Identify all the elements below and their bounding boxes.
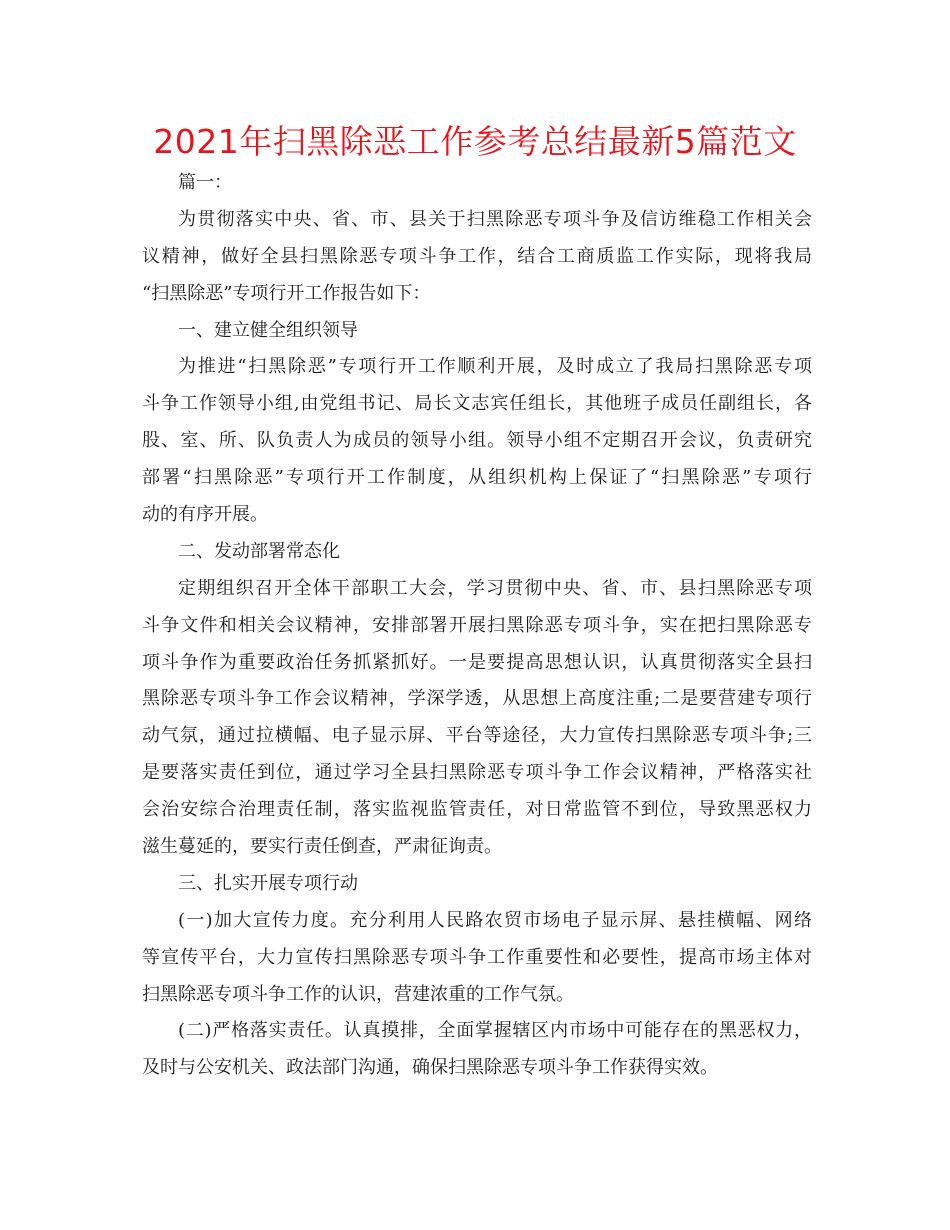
- body-text-line: 部署“扫黑除恶”专项行开工作制度，从组织机构上保证了“扫黑除恶”专项行: [142, 467, 812, 489]
- section-heading: 二、发动部署常态化: [178, 540, 340, 562]
- body-text-line: 议精神，做好全县扫黑除恶专项斗争工作，结合工商质监工作实际，现将我局: [142, 245, 812, 267]
- body-text-line: 等宣传平台，大力宣传扫黑除恶专项斗争工作重要性和必要性，提高市场主体对: [142, 946, 812, 968]
- body-text-line: (一)加大宣传力度。充分利用人民路农贸市场电子显示屏、悬挂横幅、网络: [178, 909, 812, 931]
- body-text-line: 扫黑除恶专项斗争工作的认识，营建浓重的工作气氛。: [142, 983, 574, 1005]
- section-heading: 三、扎实开展专项行动: [178, 872, 358, 894]
- document-body: [142, 165, 812, 1087]
- body-text-line: 为贯彻落实中央、省、市、县关于扫黑除恶专项斗争及信访维稳工作相关会: [178, 208, 812, 230]
- body-text-line: 股、室、所、队负责人为成员的领导小组。领导小组不定期召开会议，负责研究: [142, 430, 812, 452]
- body-text-line: 黑除恶专项斗争工作会议精神，学深学透，从思想上高度注重;二是要营建专项行: [142, 688, 812, 710]
- body-text-line: 项斗争作为重要政治任务抓紧抓好。一是要提高思想认识，认真贯彻落实全县扫: [142, 651, 812, 673]
- body-text-line: 动的有序开展。: [142, 504, 268, 526]
- section-label: 篇一：: [178, 172, 232, 193]
- body-text-line: 会治安综合治理责任制，落实监视监管责任，对日常监管不到位，导致黑恶权力: [142, 799, 812, 821]
- body-text-line: 斗争工作领导小组,由党组书记、局长文志宾任组长，其他班子成员任副组长，各: [142, 393, 812, 415]
- body-text-line: 及时与公安机关、政法部门沟通，确保扫黑除恶专项斗争工作获得实效。: [142, 1057, 718, 1079]
- body-text-line: 定期组织召开全体干部职工大会，学习贯彻中央、省、市、县扫黑除恶专项: [178, 577, 812, 599]
- body-text-line: (二)严格落实责任。认真摸排，全面掌握辖区内市场中可能存在的黑恶权力，: [178, 1020, 812, 1042]
- body-text-line: 是要落实责任到位，通过学习全县扫黑除恶专项斗争工作会议精神，严格落实社: [142, 762, 812, 784]
- body-text-line: 斗争文件和相关会议精神，安排部署开展扫黑除恶专项斗争，实在把扫黑除恶专: [142, 614, 812, 636]
- body-text-line: 动气氛，通过拉横幅、电子显示屏、平台等途径，大力宣传扫黑除恶专项斗争;三: [142, 725, 812, 747]
- body-text-line: “扫黑除恶”专项行开工作报告如下：: [142, 282, 431, 304]
- document-title: 2021年扫黑除恶工作参考总结最新5篇范文: [153, 122, 797, 161]
- section-heading: 一、建立健全组织领导: [178, 319, 358, 341]
- body-text-line: 滋生蔓延的，要实行责任倒查，严肃征询责。: [142, 836, 502, 858]
- body-text-line: 为推进“扫黑除恶”专项行开工作顺利开展，及时成立了我局扫黑除恶专项: [178, 356, 812, 378]
